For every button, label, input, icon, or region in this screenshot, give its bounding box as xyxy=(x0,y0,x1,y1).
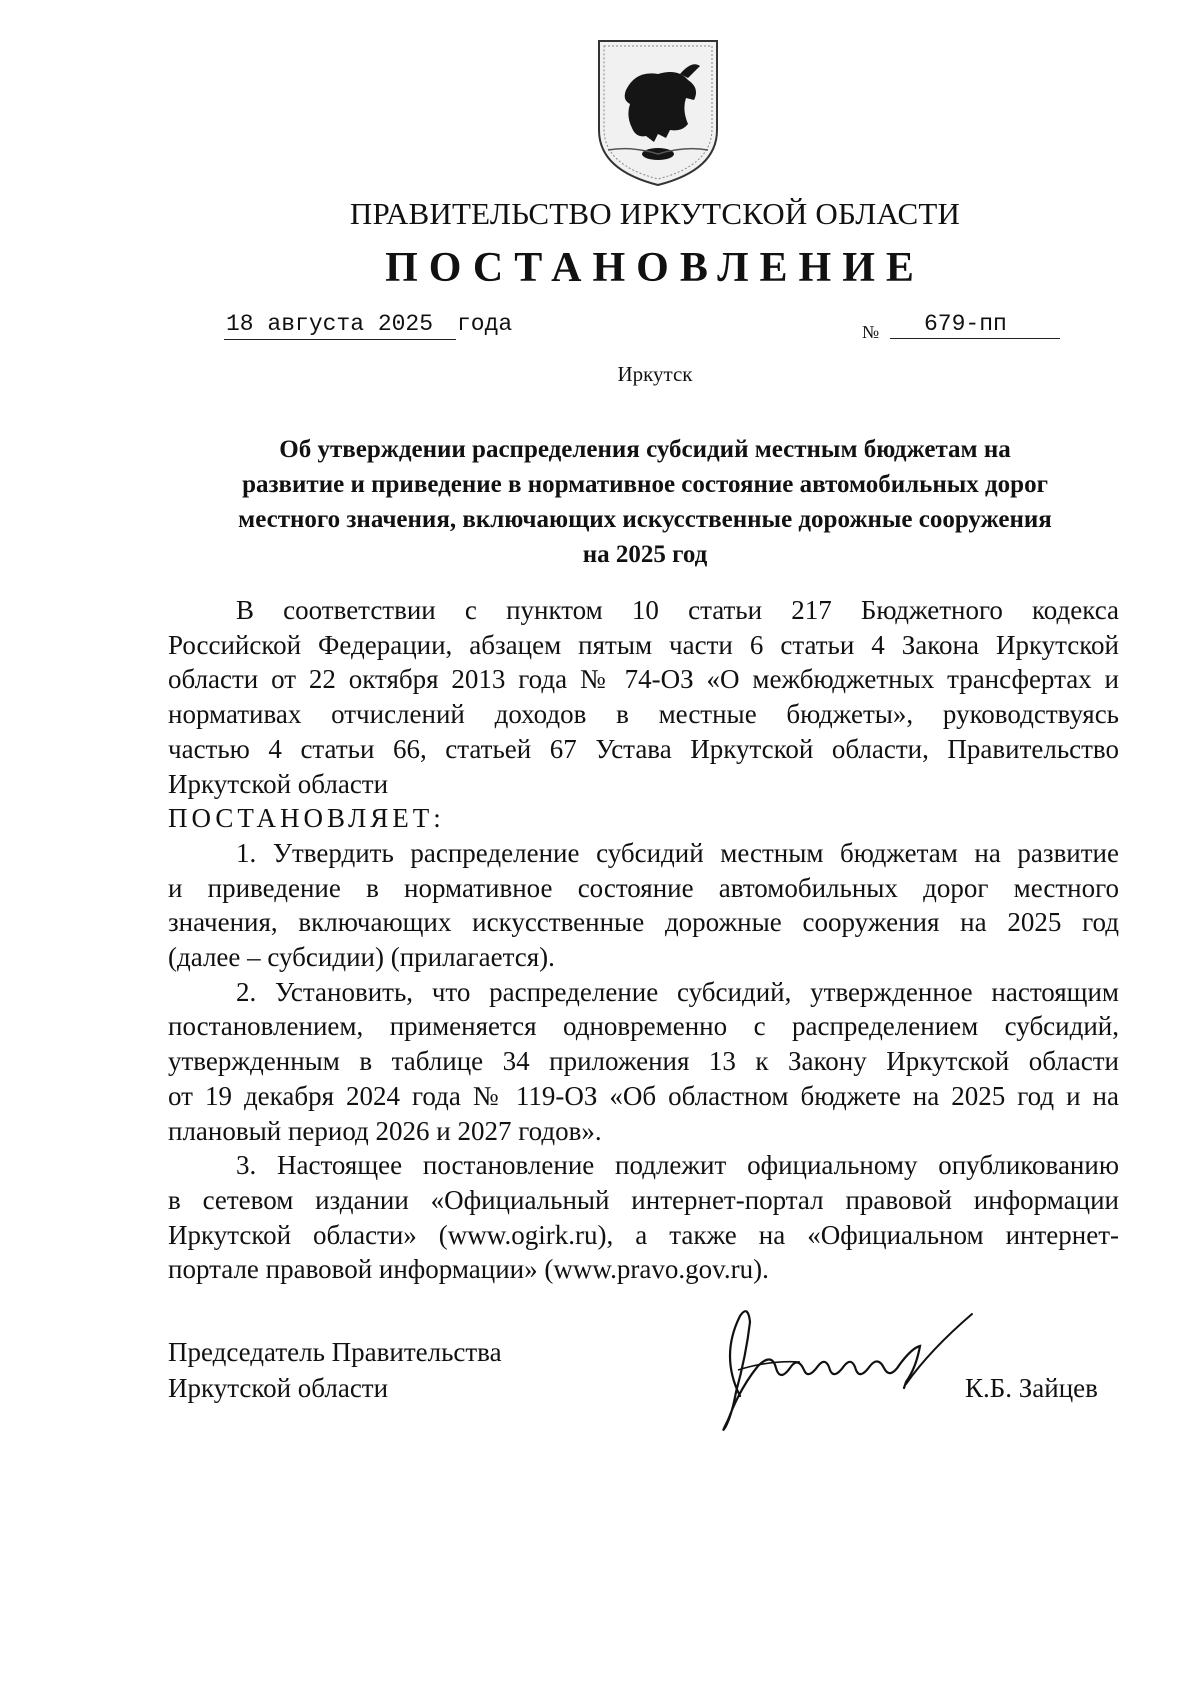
preamble-line: Российской Федерации, абзацем пятым части 6 статьи 4 Закона Иркутской xyxy=(168,629,1119,660)
item-2-line: плановый период 2026 и 2027 годов». xyxy=(168,1115,602,1146)
subject-line: на 2025 год xyxy=(582,541,708,568)
document-number: 679-пп xyxy=(890,309,1060,339)
number-sign: № xyxy=(862,322,880,342)
item-1-line: 1. Утвердить распределение субсидий местным бюджетам на развитие xyxy=(236,837,1119,868)
document-type: ПОСТАНОВЛЕНИЕ xyxy=(385,245,925,291)
item-2-line: утвержденным в таблице 34 приложения 13 к Закону Иркутской области xyxy=(168,1046,1119,1077)
decree-word: ПОСТАНОВЛЯЕТ: xyxy=(168,803,445,834)
government-name: ПРАВИТЕЛЬСТВО ИРКУТСКОЙ ОБЛАСТИ xyxy=(349,196,961,231)
item-3-line: портале правовой информации» (www.pravo.gov.ru). xyxy=(168,1254,769,1285)
preamble-line: В соответствии с пунктом 10 статьи 217 Бюджетного кодекса xyxy=(236,595,1119,625)
coat-of-arms-icon xyxy=(596,38,720,188)
signer-title xyxy=(168,1334,502,1406)
document-body xyxy=(168,593,1119,1287)
item-2-line: от 19 декабря 2024 года № 119-ОЗ «Об областном бюджете на 2025 год и на xyxy=(168,1080,1119,1111)
preamble-line: частью 4 статьи 66, статьей 67 Устава Иркутской области, Правительство xyxy=(168,733,1119,764)
signer-title-line: Председатель Правительства xyxy=(168,1337,502,1367)
item-2-line: 2. Установить, что распределение субсидий, утвержденное настоящим xyxy=(236,976,1119,1007)
item-2-line: постановлением, применяется одновременно с распределением субсидий, xyxy=(168,1011,1119,1042)
item-3-line: 3. Настоящее постановление подлежит официальному опубликованию xyxy=(236,1150,1119,1181)
item-3-line: Иркутской области» (www.ogirk.ru), а также на «Официальном интернет- xyxy=(168,1219,1119,1250)
subject-line: Об утверждении распределения субсидий местным бюджетам на xyxy=(279,436,1011,463)
document-date: 18 августа 2025 xyxy=(224,309,456,340)
preamble-line: Иркутской области xyxy=(168,768,389,799)
preamble-line: нормативах отчислений доходов в местные бюджеты», руководствуясь xyxy=(168,699,1119,730)
preamble-line: области от 22 октября 2013 года № 74-ОЗ «О межбюджетных трансфертах и xyxy=(168,664,1119,695)
subject-line: местного значения, включающих искусственные дорожные сооружения xyxy=(238,506,1052,533)
handwritten-signature-icon xyxy=(680,1296,1000,1441)
item-1-line: значения, включающих искусственные дорожные сооружения на 2025 год xyxy=(168,907,1119,938)
document-subject xyxy=(165,432,1125,572)
item-3-line: в сетевом издании «Официальный интернет-портал правовой информации xyxy=(168,1184,1119,1215)
signer-title-line: Иркутской области xyxy=(168,1373,389,1403)
item-1-line: (далее – субсидии) (прилагается). xyxy=(168,942,555,973)
subject-line: развитие и приведение в нормативное состояние автомобильных дорог xyxy=(242,471,1048,498)
year-word: года xyxy=(457,311,513,337)
city: Иркутск xyxy=(617,362,693,386)
signer-name: К.Б. Зайцев xyxy=(965,1373,1098,1403)
item-1-line: и приведение в нормативное состояние автомобильных дорог местного xyxy=(168,872,1119,903)
